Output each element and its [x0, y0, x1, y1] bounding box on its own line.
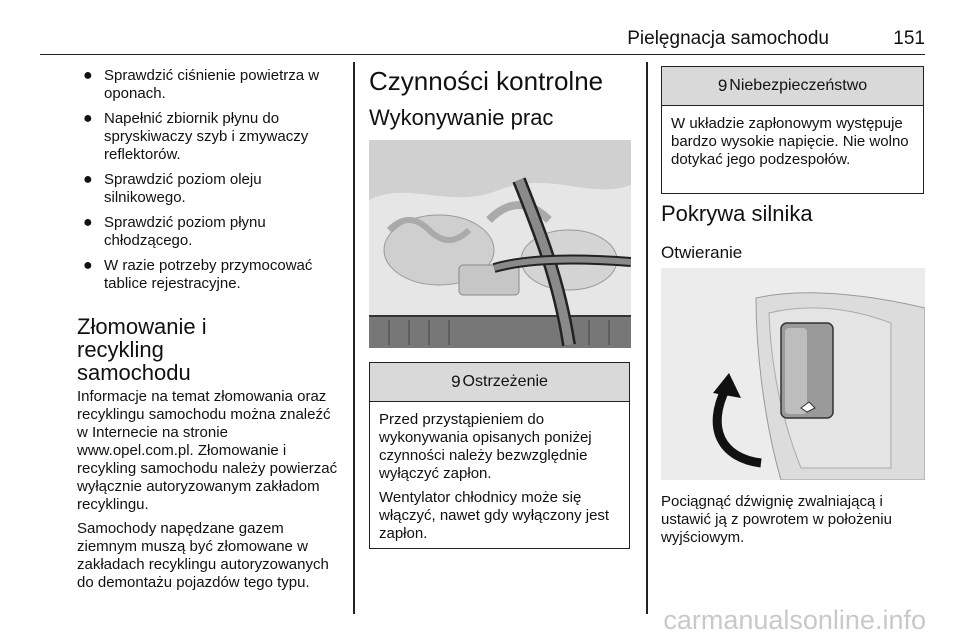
page-number: 151: [893, 28, 925, 49]
warning-text-2: Wentylator chłodnicy może się włączyć, nawet gdy wyłączony jest zapłon.: [379, 489, 610, 542]
warning-heading: Ostrzeżenie: [462, 373, 548, 390]
bullet-icon: ●: [83, 67, 93, 84]
danger-text: W układzie zapłonowym występuje bardzo wysokie napięcie. Nie wolno dotykać jego podzespołów.: [671, 115, 909, 168]
danger-body: [662, 106, 923, 183]
bullet-icon: ●: [83, 214, 93, 231]
section-title-hood: Pokrywa silnika: [661, 201, 813, 226]
warning-icon: 9: [451, 372, 461, 391]
bullet-icon: ●: [83, 171, 93, 188]
warning-header: [370, 363, 629, 402]
column-divider-1: [353, 62, 355, 614]
danger-heading: Niebezpieczeństwo: [729, 77, 868, 94]
column-left: [77, 62, 342, 592]
main-title: Czynności kontrolne: [369, 66, 604, 96]
recycling-paragraph-2: Samochody napędzane gazem ziemnym muszą być złomowane w zakładach recyklingu autoryzowanych do demontażu pojazdów tego typu.: [77, 520, 329, 591]
list-item: ● Sprawdzić ciśnienie powietrza w oponach.: [83, 67, 320, 102]
hood-caption: Pociągnąć dźwignię zwalniającą i ustawić ją z powrotem w położeniu wyjściowym.: [661, 493, 892, 546]
hood-release-illustration: [661, 268, 925, 480]
warning-text-1: Przed przystąpieniem do wykonywania opisanych poniżej czynności należy bezwzględnie wyłączyć zapłon.: [379, 411, 592, 482]
recycling-paragraph-1: Informacje na temat złomowania oraz recyklingu samochodu można znaleźć w Internecie na stronie www.opel.com.pl. Złomowanie i recykling samochodu należy powierzać wyłącznie autoryzowanym zakładom recyklingu.: [77, 388, 338, 513]
page-header: [40, 26, 925, 55]
warning-box: [369, 362, 630, 549]
list-item: ● W razie potrzeby przymocować tablice rejestracyjne.: [83, 257, 313, 292]
hood-release-drawing: [661, 268, 925, 480]
subtitle: Wykonywanie prac: [369, 105, 554, 130]
danger-header: [662, 67, 923, 106]
list-item: ● Sprawdzić poziom płynu chłodzącego.: [83, 214, 266, 249]
checklist: [77, 67, 342, 293]
header-title: Pielęgnacja samochodu: [627, 28, 829, 49]
warning-body: [370, 402, 629, 557]
bullet-icon: ●: [83, 110, 93, 127]
bullet-icon: ●: [83, 257, 93, 274]
subsection-title-opening: Otwieranie: [661, 243, 743, 262]
section-title-recycling: Złomowanie i recykling samochodu: [77, 314, 207, 385]
watermark: carmanualsonline.info: [663, 605, 926, 635]
column-divider-2: [646, 62, 648, 614]
list-item: ● Sprawdzić poziom oleju silnikowego.: [83, 171, 262, 206]
danger-box: [661, 66, 924, 194]
column-middle: [369, 62, 631, 129]
engine-bay-drawing: [369, 140, 631, 348]
list-item: ● Napełnić zbiornik płynu do spryskiwaczy szyb i zmywaczy reflektorów.: [83, 110, 309, 163]
column-right: [661, 202, 925, 263]
engine-bay-illustration: [369, 140, 631, 348]
danger-icon: 9: [717, 76, 728, 95]
